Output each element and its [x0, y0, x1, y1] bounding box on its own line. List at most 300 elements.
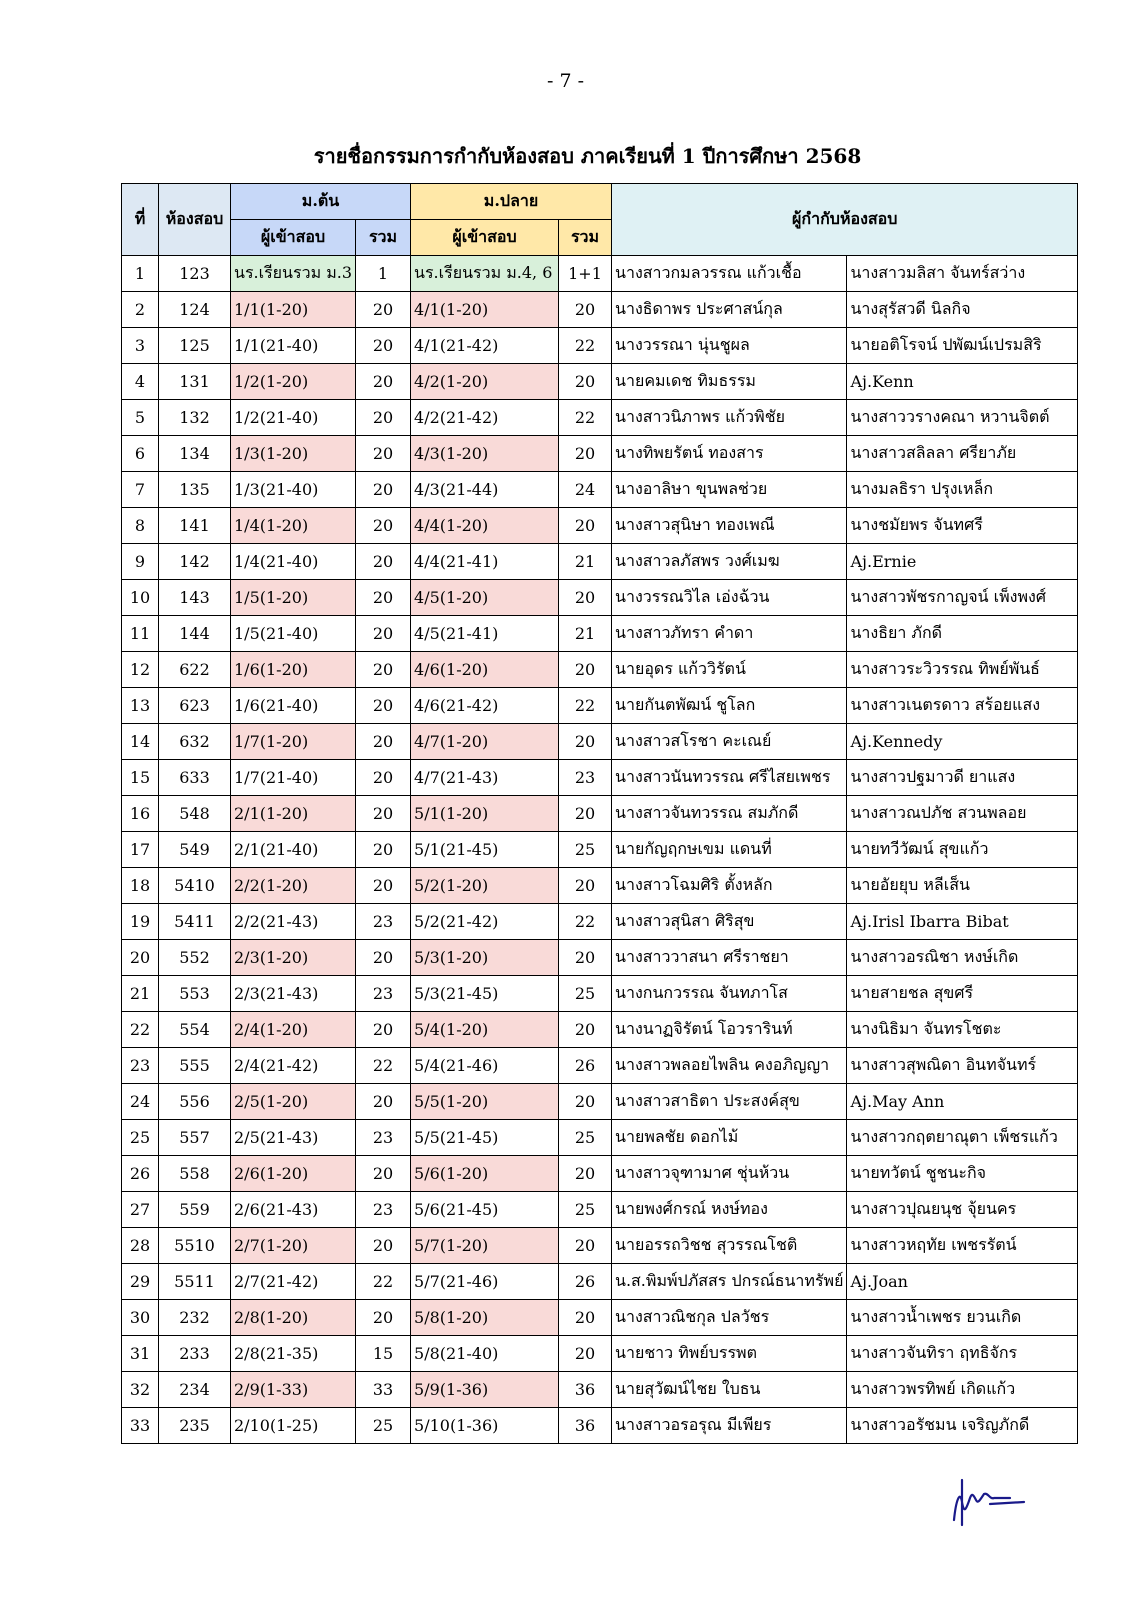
- table-row: [122, 328, 1078, 364]
- lower-examinees: 2/7(1-20): [231, 1228, 356, 1264]
- proctor-2: นายอัยยุบ หลีเส็น: [847, 868, 1078, 904]
- upper-total: 25: [559, 1120, 612, 1156]
- lower-total: 20: [356, 364, 411, 400]
- page-title: รายชื่อกรรมการกำกับห้องสอบ ภาคเรียนที่ 1 ปีการศึกษา 2568: [313, 144, 862, 168]
- row-number: 17: [122, 832, 159, 868]
- upper-examinees: 5/10(1-36): [411, 1408, 559, 1444]
- proctor-2: Aj.Kenn: [847, 364, 1078, 400]
- row-number: 27: [122, 1192, 159, 1228]
- upper-total: 25: [559, 976, 612, 1012]
- lower-examinees: 2/5(21-43): [231, 1120, 356, 1156]
- upper-examinees: 4/5(1-20): [411, 580, 559, 616]
- upper-total: 20: [559, 436, 612, 472]
- room-number: 124: [159, 292, 231, 328]
- table-row: [122, 580, 1078, 616]
- upper-total: 20: [559, 796, 612, 832]
- proctor-2: นางสาวสลิลลา ศรียาภัย: [847, 436, 1078, 472]
- upper-total: 20: [559, 580, 612, 616]
- upper-total: 22: [559, 904, 612, 940]
- proctor-1: นางวรรณา นุ่นชูผล: [612, 328, 847, 364]
- table-row: [122, 868, 1078, 904]
- proctor-2: นางชมัยพร จันทศรี: [847, 508, 1078, 544]
- table-row: [122, 1372, 1078, 1408]
- table-row: [122, 1336, 1078, 1372]
- upper-examinees: 4/4(21-41): [411, 544, 559, 580]
- room-number: 622: [159, 652, 231, 688]
- row-number: 6: [122, 436, 159, 472]
- proctor-1: นายสุวัฒน์ไชย ใบธน: [612, 1372, 847, 1408]
- upper-total: 20: [559, 364, 612, 400]
- row-number: 32: [122, 1372, 159, 1408]
- upper-total: 22: [559, 400, 612, 436]
- lower-total: 20: [356, 652, 411, 688]
- proctor-2: นางธิยา ภักดี: [847, 616, 1078, 652]
- lower-total: 20: [356, 940, 411, 976]
- proctor-2: Aj.Kennedy: [847, 724, 1078, 760]
- upper-examinees: 4/6(21-42): [411, 688, 559, 724]
- upper-total: 24: [559, 472, 612, 508]
- table-row: [122, 1264, 1078, 1300]
- proctor-2: Aj.Ernie: [847, 544, 1078, 580]
- upper-examinees: 5/1(21-45): [411, 832, 559, 868]
- room-number: 5410: [159, 868, 231, 904]
- room-number: 554: [159, 1012, 231, 1048]
- room-number: 632: [159, 724, 231, 760]
- upper-total: 26: [559, 1048, 612, 1084]
- proctor-2: นางสาวสุพณิดา อินทจันทร์: [847, 1048, 1078, 1084]
- upper-examinees: 5/2(21-42): [411, 904, 559, 940]
- table-row: [122, 904, 1078, 940]
- upper-total: 36: [559, 1408, 612, 1444]
- proctor-2: นางสาวกฤตยาณุตา เพ็ชรแก้ว: [847, 1120, 1078, 1156]
- proctor-2: นางสาวจันทิรา ฤทธิจักร: [847, 1336, 1078, 1372]
- row-number: 14: [122, 724, 159, 760]
- upper-examinees: 5/3(21-45): [411, 976, 559, 1012]
- lower-examinees: 2/2(21-43): [231, 904, 356, 940]
- upper-examinees: 4/6(1-20): [411, 652, 559, 688]
- upper-examinees: 4/3(1-20): [411, 436, 559, 472]
- proctor-2: นางสาวมลิสา จันทร์สว่าง: [847, 256, 1078, 292]
- upper-total: 26: [559, 1264, 612, 1300]
- table-row: [122, 724, 1078, 760]
- proctor-1: นางสาวภัทรา คำดา: [612, 616, 847, 652]
- upper-total: 22: [559, 328, 612, 364]
- upper-examinees: 4/2(1-20): [411, 364, 559, 400]
- row-number: 3: [122, 328, 159, 364]
- upper-examinees: 4/7(21-43): [411, 760, 559, 796]
- lower-total: 20: [356, 544, 411, 580]
- upper-examinees: 5/8(1-20): [411, 1300, 559, 1336]
- room-number: 553: [159, 976, 231, 1012]
- lower-total: 20: [356, 328, 411, 364]
- lower-total: 20: [356, 760, 411, 796]
- room-number: 5411: [159, 904, 231, 940]
- row-number: 11: [122, 616, 159, 652]
- room-number: 559: [159, 1192, 231, 1228]
- lower-examinees: 2/9(1-33): [231, 1372, 356, 1408]
- proctor-1: นายชาว ทิพย์บรรพต: [612, 1336, 847, 1372]
- lower-examinees: 1/3(21-40): [231, 472, 356, 508]
- upper-examinees: 5/4(1-20): [411, 1012, 559, 1048]
- proctor-1: นางธิดาพร ประศาสน์กุล: [612, 292, 847, 328]
- header-no: ที่: [122, 184, 159, 256]
- room-number: 558: [159, 1156, 231, 1192]
- upper-total: 21: [559, 544, 612, 580]
- lower-examinees: 1/1(21-40): [231, 328, 356, 364]
- proctor-1: นายอุดร แก้ววิรัตน์: [612, 652, 847, 688]
- header-lower-total: รวม: [356, 220, 411, 256]
- proctor-2: นายอติโรจน์ ปพัฒน์เปรมสิริ: [847, 328, 1078, 364]
- table-row: [122, 472, 1078, 508]
- proctor-2: นางสาวพัชรกาญจน์ เพ็งพงศ์: [847, 580, 1078, 616]
- lower-total: 23: [356, 1120, 411, 1156]
- row-number: 5: [122, 400, 159, 436]
- upper-total: 20: [559, 724, 612, 760]
- lower-total: 20: [356, 1228, 411, 1264]
- header-upper-total: รวม: [559, 220, 612, 256]
- lower-total: 1: [356, 256, 411, 292]
- proctor-2: นางมลธิรา ปรุงเหล็ก: [847, 472, 1078, 508]
- upper-examinees: 4/4(1-20): [411, 508, 559, 544]
- row-number: 30: [122, 1300, 159, 1336]
- row-number: 24: [122, 1084, 159, 1120]
- room-number: 235: [159, 1408, 231, 1444]
- row-number: 26: [122, 1156, 159, 1192]
- table-row: [122, 760, 1078, 796]
- proctor-1: นางสาวสโรชา คะเณย์: [612, 724, 847, 760]
- upper-total: 22: [559, 688, 612, 724]
- proctor-2: นางสาวณปภัช สวนพลอย: [847, 796, 1078, 832]
- table-row: [122, 652, 1078, 688]
- upper-total: 20: [559, 1336, 612, 1372]
- lower-examinees: 2/3(1-20): [231, 940, 356, 976]
- table-row: [122, 400, 1078, 436]
- proctor-1: นางสาวณิชกุล ปลวัชร: [612, 1300, 847, 1336]
- upper-examinees: 4/7(1-20): [411, 724, 559, 760]
- lower-examinees: 2/6(21-43): [231, 1192, 356, 1228]
- upper-total: 20: [559, 508, 612, 544]
- proctor-1: นางสาวนิภาพร แก้วพิชัย: [612, 400, 847, 436]
- row-number: 23: [122, 1048, 159, 1084]
- lower-examinees: 1/1(1-20): [231, 292, 356, 328]
- upper-examinees: 5/6(1-20): [411, 1156, 559, 1192]
- proctor-1: นายพลชัย ดอกไม้: [612, 1120, 847, 1156]
- proctor-2: นางสาวเนตรดาว สร้อยแสง: [847, 688, 1078, 724]
- upper-total: 1+1: [559, 256, 612, 292]
- lower-total: 20: [356, 868, 411, 904]
- proctor-2: Aj.Irisl Ibarra Bibat: [847, 904, 1078, 940]
- upper-examinees: 5/2(1-20): [411, 868, 559, 904]
- lower-examinees: 2/6(1-20): [231, 1156, 356, 1192]
- proctor-1: นางนาฏจิรัตน์ โอวรารินท์: [612, 1012, 847, 1048]
- upper-examinees: 5/4(21-46): [411, 1048, 559, 1084]
- row-number: 1: [122, 256, 159, 292]
- row-number: 2: [122, 292, 159, 328]
- lower-examinees: 1/7(21-40): [231, 760, 356, 796]
- room-number: 548: [159, 796, 231, 832]
- signature-icon: [950, 1470, 1030, 1530]
- lower-examinees: 2/8(21-35): [231, 1336, 356, 1372]
- proctor-2: นางสาวปฐมาวดี ยาแสง: [847, 760, 1078, 796]
- upper-total: 21: [559, 616, 612, 652]
- table-row: [122, 796, 1078, 832]
- upper-examinees: 5/5(21-45): [411, 1120, 559, 1156]
- table-row: [122, 1192, 1078, 1228]
- upper-examinees: 5/9(1-36): [411, 1372, 559, 1408]
- table-row: [122, 1156, 1078, 1192]
- table-row: [122, 508, 1078, 544]
- proctor-1: นายกันตพัฒน์ ชูโลก: [612, 688, 847, 724]
- upper-examinees: 5/8(21-40): [411, 1336, 559, 1372]
- row-number: 20: [122, 940, 159, 976]
- proctor-1: นางสาวโฉมศิริ ตั้งหลัก: [612, 868, 847, 904]
- upper-examinees: 5/3(1-20): [411, 940, 559, 976]
- lower-total: 22: [356, 1264, 411, 1300]
- upper-total: 25: [559, 832, 612, 868]
- lower-total: 20: [356, 1300, 411, 1336]
- upper-total: 20: [559, 868, 612, 904]
- lower-total: 20: [356, 400, 411, 436]
- table-row: [122, 940, 1078, 976]
- room-number: 131: [159, 364, 231, 400]
- proctor-1: น.ส.พิมพ์ปภัสสร ปกรณ์ธนาทรัพย์: [612, 1264, 847, 1300]
- upper-total: 20: [559, 292, 612, 328]
- proctor-1: นางสาวสุนิษา ทองเพณี: [612, 508, 847, 544]
- proctor-1: นายกัญฤกษเขม แดนที่: [612, 832, 847, 868]
- proctor-table: [121, 183, 1078, 1444]
- proctor-1: นางสาวสุนิสา ศิริสุข: [612, 904, 847, 940]
- lower-total: 20: [356, 472, 411, 508]
- lower-examinees: 2/8(1-20): [231, 1300, 356, 1336]
- lower-examinees: 2/2(1-20): [231, 868, 356, 904]
- proctor-1: นางวรรณวิไล เอ่งฉ้วน: [612, 580, 847, 616]
- table-row: [122, 436, 1078, 472]
- upper-examinees: 4/1(1-20): [411, 292, 559, 328]
- upper-total: 20: [559, 1156, 612, 1192]
- room-number: 141: [159, 508, 231, 544]
- upper-examinees: 4/3(21-44): [411, 472, 559, 508]
- row-number: 21: [122, 976, 159, 1012]
- table-row: [122, 1300, 1078, 1336]
- table-row: [122, 292, 1078, 328]
- header-room: ห้องสอบ: [159, 184, 231, 256]
- room-number: 623: [159, 688, 231, 724]
- table-row: [122, 688, 1078, 724]
- lower-total: 20: [356, 832, 411, 868]
- row-number: 7: [122, 472, 159, 508]
- row-number: 4: [122, 364, 159, 400]
- proctor-2: นางสาวอรณิชา หงษ์เกิด: [847, 940, 1078, 976]
- table-row: [122, 1408, 1078, 1444]
- lower-total: 20: [356, 724, 411, 760]
- table-row: [122, 976, 1078, 1012]
- room-number: 144: [159, 616, 231, 652]
- lower-examinees: 2/10(1-25): [231, 1408, 356, 1444]
- proctor-1: นายอรรถวิชช สุวรรณโชติ: [612, 1228, 847, 1264]
- room-number: 549: [159, 832, 231, 868]
- table-row: [122, 1084, 1078, 1120]
- proctor-1: นางสาวจันทวรรณ สมภักดี: [612, 796, 847, 832]
- room-number: 5511: [159, 1264, 231, 1300]
- room-number: 556: [159, 1084, 231, 1120]
- room-number: 557: [159, 1120, 231, 1156]
- lower-total: 15: [356, 1336, 411, 1372]
- proctor-1: นางอาลิษา ขุนพลช่วย: [612, 472, 847, 508]
- lower-total: 20: [356, 616, 411, 652]
- row-number: 12: [122, 652, 159, 688]
- header-proctors: ผู้กำกับห้องสอบ: [612, 184, 1078, 256]
- table-body: [122, 256, 1078, 1444]
- lower-total: 23: [356, 1192, 411, 1228]
- row-number: 16: [122, 796, 159, 832]
- table-row: [122, 256, 1078, 292]
- proctor-1: นางสาวสาธิตา ประสงค์สุข: [612, 1084, 847, 1120]
- proctor-1: นายพงศ์กรณ์ หงษ์ทอง: [612, 1192, 847, 1228]
- lower-total: 20: [356, 1156, 411, 1192]
- room-number: 555: [159, 1048, 231, 1084]
- proctor-1: นางสาวอรอรุณ มีเพียร: [612, 1408, 847, 1444]
- page-number: - 7 -: [546, 70, 584, 92]
- proctor-2: นางสุรัสวดี นิลกิจ: [847, 292, 1078, 328]
- proctor-1: นางสาวนันทวรรณ ศรีไสยเพชร: [612, 760, 847, 796]
- upper-total: 20: [559, 1228, 612, 1264]
- header-upper-examinees: ผู้เข้าสอบ: [411, 220, 559, 256]
- lower-total: 33: [356, 1372, 411, 1408]
- upper-total: 36: [559, 1372, 612, 1408]
- lower-examinees: 1/6(21-40): [231, 688, 356, 724]
- proctor-2: นางนิธิมา จันทรโชตะ: [847, 1012, 1078, 1048]
- lower-examinees: 1/2(21-40): [231, 400, 356, 436]
- proctor-2: นางสาวน้ำเพชร ยวนเกิด: [847, 1300, 1078, 1336]
- proctor-2: นางสาวอรัชมน เจริญภักดี: [847, 1408, 1078, 1444]
- row-number: 8: [122, 508, 159, 544]
- proctor-2: Aj.May Ann: [847, 1084, 1078, 1120]
- table-row: [122, 544, 1078, 580]
- lower-examinees: 2/5(1-20): [231, 1084, 356, 1120]
- proctor-2: นางสาวหฤทัย เพชรรัตน์: [847, 1228, 1078, 1264]
- lower-examinees: 2/1(1-20): [231, 796, 356, 832]
- lower-examinees: 1/4(1-20): [231, 508, 356, 544]
- header-lower-examinees: ผู้เข้าสอบ: [231, 220, 356, 256]
- header-lower-secondary: ม.ต้น: [231, 184, 411, 220]
- row-number: 18: [122, 868, 159, 904]
- upper-examinees: 4/1(21-42): [411, 328, 559, 364]
- lower-total: 20: [356, 436, 411, 472]
- lower-total: 20: [356, 580, 411, 616]
- upper-total: 23: [559, 760, 612, 796]
- lower-examinees: 1/5(21-40): [231, 616, 356, 652]
- table-row: [122, 1048, 1078, 1084]
- proctor-1: นางสาวกมลวรรณ แก้วเชื้อ: [612, 256, 847, 292]
- proctor-1: นางสาวลภัสพร วงศ์เมฆ: [612, 544, 847, 580]
- proctor-1: นายคมเดช ทิมธรรม: [612, 364, 847, 400]
- lower-examinees: 1/3(1-20): [231, 436, 356, 472]
- upper-total: 20: [559, 652, 612, 688]
- proctor-2: นางสาวปุณยนุช จุ้ยนคร: [847, 1192, 1078, 1228]
- proctor-2: นางสาวพรทิพย์ เกิดแก้ว: [847, 1372, 1078, 1408]
- upper-total: 20: [559, 940, 612, 976]
- table-row: [122, 364, 1078, 400]
- room-number: 552: [159, 940, 231, 976]
- proctor-1: นางทิพยรัตน์ ทองสาร: [612, 436, 847, 472]
- room-number: 123: [159, 256, 231, 292]
- lower-total: 20: [356, 796, 411, 832]
- room-number: 125: [159, 328, 231, 364]
- lower-examinees: 2/1(21-40): [231, 832, 356, 868]
- lower-total: 20: [356, 1084, 411, 1120]
- room-number: 233: [159, 1336, 231, 1372]
- row-number: 33: [122, 1408, 159, 1444]
- lower-total: 23: [356, 904, 411, 940]
- room-number: 143: [159, 580, 231, 616]
- proctor-1: นางสาวจุฑามาศ ชุ่นห้วน: [612, 1156, 847, 1192]
- row-number: 28: [122, 1228, 159, 1264]
- table-row: [122, 1012, 1078, 1048]
- row-number: 29: [122, 1264, 159, 1300]
- table-row: [122, 832, 1078, 868]
- lower-total: 22: [356, 1048, 411, 1084]
- upper-examinees: 4/2(21-42): [411, 400, 559, 436]
- row-number: 22: [122, 1012, 159, 1048]
- upper-examinees: 5/1(1-20): [411, 796, 559, 832]
- row-number: 10: [122, 580, 159, 616]
- row-number: 9: [122, 544, 159, 580]
- lower-total: 23: [356, 976, 411, 1012]
- row-number: 25: [122, 1120, 159, 1156]
- upper-examinees: 5/5(1-20): [411, 1084, 559, 1120]
- upper-total: 20: [559, 1300, 612, 1336]
- room-number: 132: [159, 400, 231, 436]
- lower-total: 20: [356, 688, 411, 724]
- row-number: 31: [122, 1336, 159, 1372]
- lower-examinees: 2/4(21-42): [231, 1048, 356, 1084]
- lower-examinees: นร.เรียนรวม ม.3: [231, 256, 356, 292]
- room-number: 232: [159, 1300, 231, 1336]
- upper-examinees: นร.เรียนรวม ม.4, 6: [411, 256, 559, 292]
- lower-total: 25: [356, 1408, 411, 1444]
- table-row: [122, 1228, 1078, 1264]
- lower-examinees: 2/3(21-43): [231, 976, 356, 1012]
- room-number: 5510: [159, 1228, 231, 1264]
- lower-examinees: 1/7(1-20): [231, 724, 356, 760]
- lower-examinees: 2/4(1-20): [231, 1012, 356, 1048]
- proctor-2: นางสาววรางคณา หวานจิตต์: [847, 400, 1078, 436]
- upper-examinees: 5/7(1-20): [411, 1228, 559, 1264]
- upper-examinees: 5/7(21-46): [411, 1264, 559, 1300]
- upper-examinees: 4/5(21-41): [411, 616, 559, 652]
- row-number: 13: [122, 688, 159, 724]
- proctor-1: นางกนกวรรณ จันทภาโส: [612, 976, 847, 1012]
- room-number: 142: [159, 544, 231, 580]
- room-number: 234: [159, 1372, 231, 1408]
- lower-examinees: 1/4(21-40): [231, 544, 356, 580]
- lower-total: 20: [356, 1012, 411, 1048]
- proctor-2: Aj.Joan: [847, 1264, 1078, 1300]
- row-number: 15: [122, 760, 159, 796]
- lower-examinees: 1/2(1-20): [231, 364, 356, 400]
- proctor-1: นางสาวพลอยไพลิน คงอภิญญา: [612, 1048, 847, 1084]
- room-number: 633: [159, 760, 231, 796]
- lower-total: 20: [356, 292, 411, 328]
- upper-total: 20: [559, 1012, 612, 1048]
- room-number: 134: [159, 436, 231, 472]
- lower-examinees: 1/6(1-20): [231, 652, 356, 688]
- proctor-2: นายทวัตน์ ชูชนะกิจ: [847, 1156, 1078, 1192]
- proctor-1: นางสาววาสนา ศรีราชยา: [612, 940, 847, 976]
- table-row: [122, 616, 1078, 652]
- lower-total: 20: [356, 508, 411, 544]
- proctor-2: นายสายชล สุขศรี: [847, 976, 1078, 1012]
